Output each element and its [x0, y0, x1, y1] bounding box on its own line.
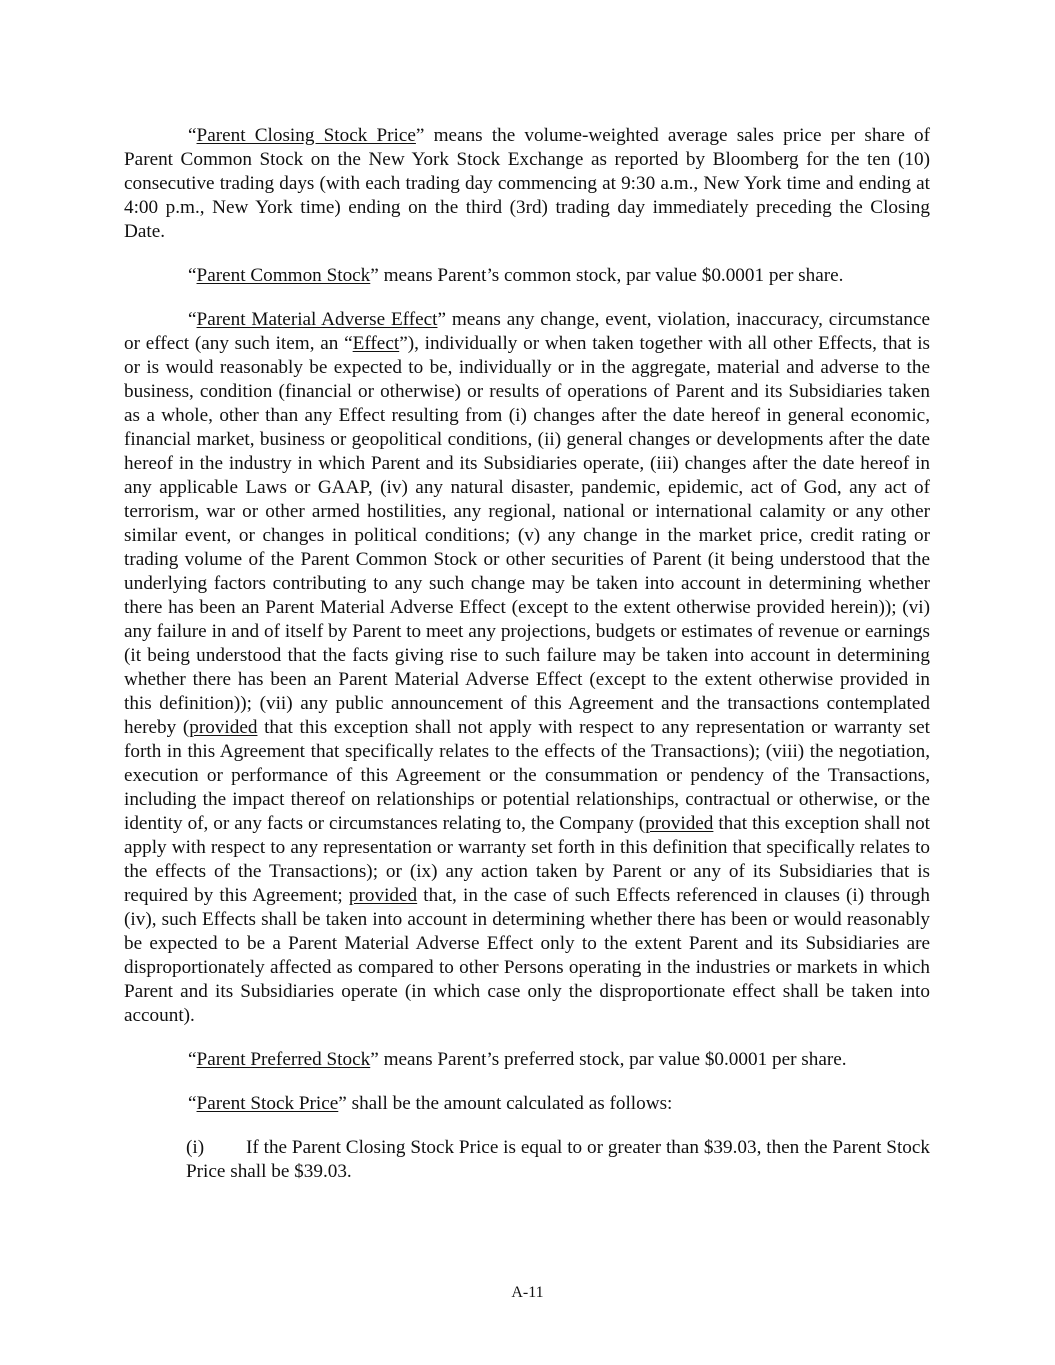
definition-parent-stock-price	[124, 1092, 930, 1116]
definition-text: means the volume-weighted average sales price per share of Parent Common Stock on the New York Stock Exchange as reported by Bloomberg for the ten (10) consecutive trading days (with each trading day commencing at 9:30 a.m., New York time and ending at 4:00 p.m., New York time) ending on the third (3rd) trading day immediately preceding the Closing Date.	[124, 125, 930, 242]
open-quote: “	[188, 309, 197, 330]
defined-term: Parent Closing Stock Price	[196, 125, 416, 146]
page-number: A-11	[511, 1284, 544, 1301]
provided-term: provided	[348, 885, 418, 906]
open-quote: “	[188, 265, 197, 286]
definition-parent-closing-stock-price	[124, 124, 930, 244]
close-quote: ”	[338, 1093, 347, 1114]
close-quote: ”	[415, 125, 425, 146]
definition-text: that, in the case of such Effects referenced in clauses (i) through (iv), such Effects shall be taken into account in determining whether there has been or would reasonably be expected to be a Parent Material Adverse Effect only to the extent Parent and its Subsidiaries are disproportionately affected as compared to other Persons operating in the industries or markets in which Parent and its Subsidiaries operate (in which case only the disproportionate effect shall be taken into account).	[124, 885, 930, 1026]
definition-text: that this exception shall not apply with respect to any representation or warranty set forth in this Agreement that specifically relates to the effects of the Transactions); (viii) the negotiation, execution or performance of this Agreement or the consummation or pendency of the Transactions, including the impact thereof on relationships or potential relationships, contractual or otherwise, or the identity of, or any facts or circumstances relating to, the Company (	[124, 717, 931, 834]
subclause-text: If the Parent Closing Stock Price is equal to or greater than $39.03, then the Parent Stock Price shall be $39.03.	[186, 1137, 930, 1182]
subclause-i	[186, 1136, 930, 1184]
close-quote: ”	[437, 309, 447, 330]
defined-term: Parent Common Stock	[196, 265, 371, 286]
open-quote: “	[188, 125, 197, 146]
defined-term-effect: Effect	[352, 333, 400, 354]
definition-text: shall be the amount calculated as follows:	[346, 1093, 673, 1114]
provided-term: provided	[645, 813, 714, 834]
definition-text: means Parent’s common stock, par value $0.0001 per share.	[378, 265, 844, 286]
definition-text: means Parent’s preferred stock, par value $0.0001 per share.	[378, 1049, 847, 1070]
definition-text: means any change, event, violation, inaccuracy, circumstance or effect (any such item, an “	[124, 309, 930, 354]
defined-term: Parent Preferred Stock	[196, 1049, 371, 1070]
definition-parent-preferred-stock	[124, 1048, 930, 1072]
definition-text: that this exception shall not apply with respect to any representation or warranty set forth in this definition that specifically relates to the effects of the Transactions); or (ix) any action taken by Parent or any of its Subsidiaries that is required by this Agreement;	[124, 813, 930, 906]
close-quote: ”	[370, 265, 379, 286]
open-quote: “	[188, 1093, 197, 1114]
definition-parent-common-stock	[124, 264, 930, 288]
subclause-number: (i)	[186, 1137, 205, 1158]
defined-term: Parent Material Adverse Effect	[196, 309, 438, 330]
close-quote: ”	[370, 1049, 379, 1070]
provided-term: provided	[189, 717, 258, 738]
open-quote: “	[188, 1049, 197, 1070]
document-page	[124, 124, 930, 1184]
defined-term: Parent Stock Price	[196, 1093, 339, 1114]
definition-parent-material-adverse-effect	[124, 308, 930, 1028]
definition-text: ”), individually or when taken together with all other Effects, that is or is would reasonably be expected to be, individually or in the aggregate, material and adverse to the business, condition (financial or otherwise) or results of operations of Parent and its Subsidiaries taken as a whole, other than any Effect resulting from (i) changes after the date hereof in general economic, financial market, business or geopolitical conditions, (ii) general changes or developments after the date hereof in the industry in which Parent and its Subsidiaries operate, (iii) changes after the date hereof in any applicable Laws or GAAP, (iv) any natural disaster, pandemic, epidemic, act of God, any act of terrorism, war or other armed hostilities, any regional, national or international calamity or any other similar event, or changes in political conditions; (v) any change in the market price, credit rating or trading volume of the Parent Common Stock or other securities of Parent (it being understood that the underlying factors contributing to any such change may be taken into account in determining whether there has been an Parent Material Adverse Effect (except to the extent otherwise provided herein)); (vi) any failure in and of itself by Parent to meet any projections, budgets or estimates of revenue or earnings (it being understood that the facts giving rise to such failure may be taken into account in determining whether there has been an Parent Material Adverse Effect (except to the extent otherwise provided in this definition)); (vii) any public announcement of this Agreement and the transactions contemplated hereby (	[124, 333, 930, 738]
